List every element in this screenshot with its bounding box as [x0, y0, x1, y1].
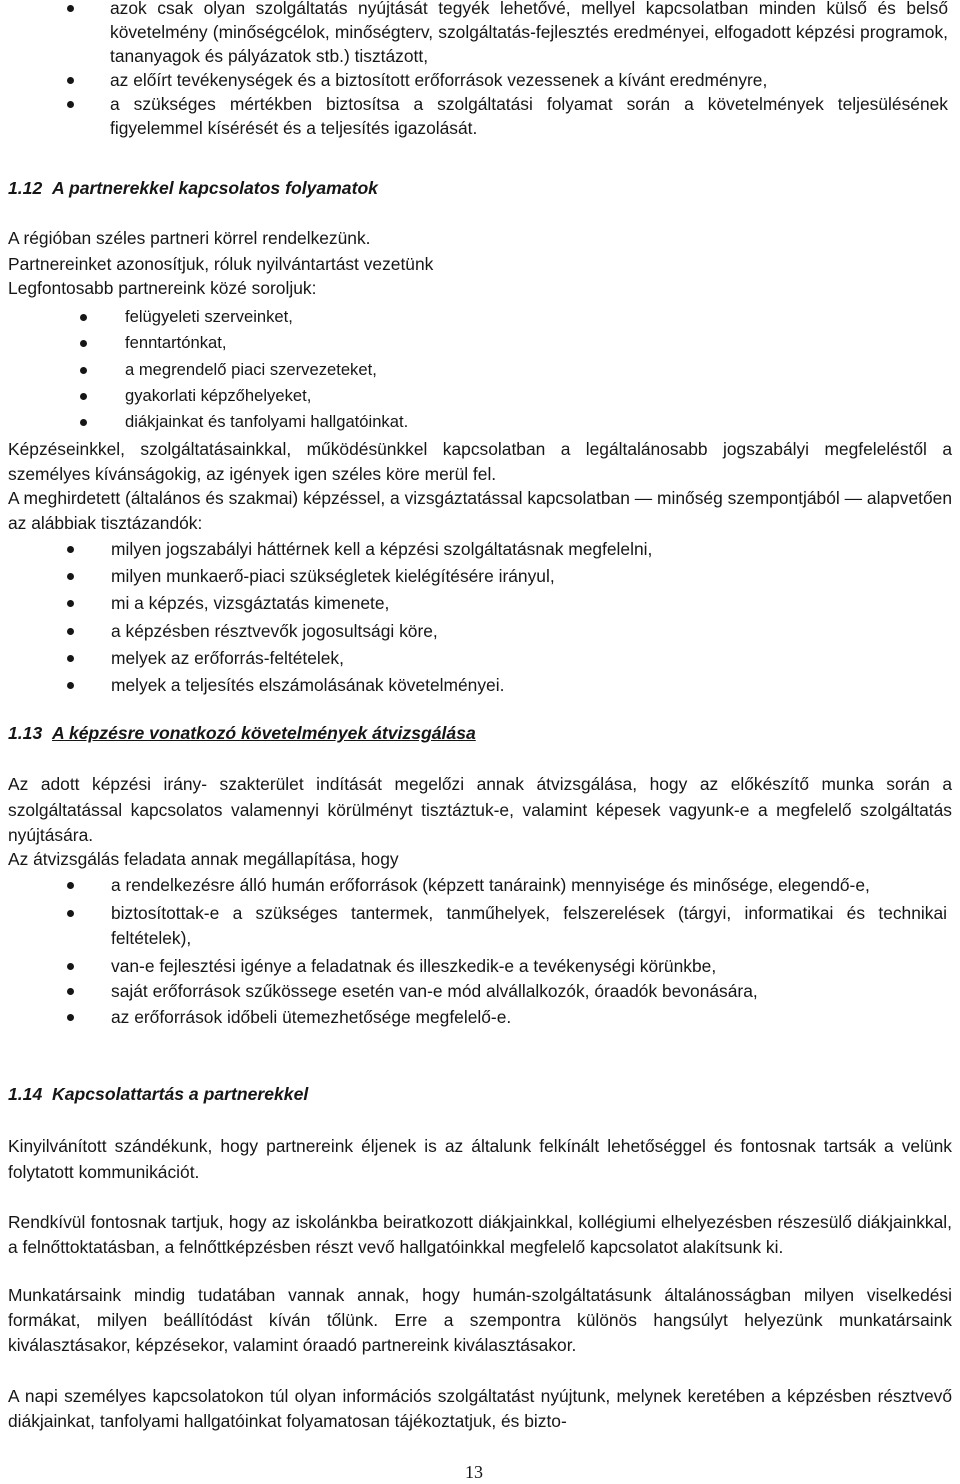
bullet-icon	[67, 988, 74, 995]
list-item: a szükséges mértékben biztosítsa a szolgáltatási folyamat során a követelmények teljesülésének figyelemmel kísérését és a teljesítés igazolását.	[0, 92, 948, 140]
bullet-icon	[67, 882, 74, 889]
bullet-icon	[67, 101, 74, 108]
bullet-icon	[67, 573, 74, 580]
list-item: gyakorlati képzőhelyeket,	[0, 383, 408, 409]
paragraph: Legfontosabb partnereink közé soroljuk:	[8, 278, 317, 298]
list-item: a képzésben résztvevők jogosultsági köre,	[0, 618, 652, 645]
section-heading-1-14: 1.14 Kapcsolattartás a partnerekkel	[8, 1084, 309, 1104]
paragraph: Kinyilvánított szándékunk, hogy partnereink éljenek is az általunk felkínált lehetőséggel és fontosnak tartsák a velünk folytatott kommunikációt.	[8, 1136, 952, 1182]
list-item: saját erőforrások szűkössege esetén van-e mód alvállalkozók, óraadók bevonására,	[0, 979, 947, 1005]
list-item: van-e fejlesztési igénye a feladatnak és illeszkedik-e a tevékenységi körünkbe,	[0, 954, 947, 980]
bullet-icon	[80, 367, 87, 374]
bullet-icon	[80, 314, 87, 321]
list-item: diákjainkat és tanfolyami hallgatóinkat.	[0, 409, 408, 435]
paragraph: Rendkívül fontosnak tartjuk, hogy az iskolánkba beiratkozott diákjainkkal, kollégiumi elhelyezésben részesülő diákjainkkal, a felnőttoktatásban, a felnőttképzésben részt vevő hallgatóinkkal megfelelő kapcsolatot alakítsunk ki.	[8, 1212, 952, 1257]
bullet-icon	[80, 340, 87, 347]
list-item: a megrendelő piaci szervezeteket,	[0, 357, 408, 383]
list-item: a rendelkezésre álló humán erőforrások (képzett tanáraink) mennyisége és minősége, elegendő-e,	[0, 873, 947, 899]
list-item: biztosítottak-e a szükséges tantermek, tanműhelyek, felszerelések (tárgyi, informatikai és technikai feltételek),	[0, 901, 947, 952]
list-item: fenntartónkat,	[0, 330, 408, 356]
list-item: az előírt tevékenységek és a biztosított erőforrások vezessenek a kívánt eredményre,	[0, 68, 948, 92]
list-item: felügyeleti szerveinket,	[0, 304, 408, 330]
bullet-icon	[67, 546, 74, 553]
bullet-icon	[67, 77, 74, 84]
bullet-icon	[67, 655, 74, 662]
bullet-icon	[80, 419, 87, 426]
clarification-list	[0, 536, 652, 699]
section-heading-1-12: 1.12 A partnerekkel kapcsolatos folyamatok	[8, 178, 378, 198]
paragraph: Munkatársaink mindig tudatában vannak annak, hogy humán-szolgáltatásunk általánosságban milyen viselkedési formákat, milyen beállítódást kíván tőlünk. Erre a szempontra különös hangsúlyt helyezünk munkatársaink kiválasztásakor, képzésekor, valamint óraadó partnereink kiválasztásakor.	[8, 1285, 952, 1355]
bullet-icon	[67, 628, 74, 635]
bullet-icon	[67, 963, 74, 970]
list-item: azok csak olyan szolgáltatás nyújtását tegyék lehetővé, mellyel kapcsolatban minden külső és belső követelmény (minőségcélok, minőségterv, szolgáltatás-fejlesztés eredményei, elfogadott képzési programok, tananyagok és pályázatok stb.) tisztázott,	[0, 0, 948, 68]
bullet-icon	[67, 1014, 74, 1021]
paragraph: Az adott képzési irány- szakterület indítását megelőzi annak átvizsgálása, hogy az előkészítő munka során a szolgáltatással kapcsolatos valamennyi körülményt tisztáztuk-e, valamint képesek vagyunk-e a megfelelő szolgáltatás nyújtására.	[8, 774, 952, 845]
paragraph: Partnereinket azonosítjuk, róluk nyilvántartást vezetünk	[8, 254, 434, 274]
list-item: melyek az erőforrás-feltételek,	[0, 645, 652, 672]
paragraph: A napi személyes kapcsolatokon túl olyan információs szolgáltatást nyújtunk, melynek keretében a képzésben résztvevő diákjainkat, tanfolyami hallgatóinkat folyamatosan tájékoztatjuk, és bizto-	[8, 1386, 952, 1431]
section-heading-1-13: 1.13 A képzésre vonatkozó követelmények átvizsgálása	[8, 723, 476, 743]
list-item: milyen munkaerő-piaci szükségletek kielégítésére irányul,	[0, 563, 652, 590]
list-item: az erőforrások időbeli ütemezhetősége megfelelő-e.	[0, 1005, 947, 1031]
paragraph: A meghirdetett (általános és szakmai) képzéssel, a vizsgáztatással kapcsolatban — minőség szempontjából — alapvetően az alábbiak tisztázandók:	[8, 488, 952, 533]
bullet-icon	[67, 600, 74, 607]
list-item: melyek a teljesítés elszámolásának követelményei.	[0, 672, 652, 699]
list-item: mi a képzés, vizsgáztatás kimenete,	[0, 590, 652, 617]
list-item: milyen jogszabályi háttérnek kell a képzési szolgáltatásnak megfelelni,	[0, 536, 652, 563]
bullet-icon	[67, 682, 74, 689]
paragraph: Az átvizsgálás feladata annak megállapítása, hogy	[8, 849, 399, 869]
bullet-icon	[80, 393, 87, 400]
paragraph: Képzéseinkkel, szolgáltatásainkkal, működésünkkel kapcsolatban a legáltalánosabb jogszabályi megfeleléstől a személyes kívánságokig, az igények igen széles köre merül fel.	[8, 439, 952, 484]
page-number: 13	[465, 1462, 483, 1482]
requirements-list	[0, 0, 948, 140]
paragraph: A régióban széles partneri körrel rendelkezünk.	[8, 228, 371, 248]
bullet-icon	[67, 5, 74, 12]
bullet-icon	[67, 910, 74, 917]
review-criteria-list	[0, 873, 947, 1030]
partners-list	[0, 304, 408, 435]
